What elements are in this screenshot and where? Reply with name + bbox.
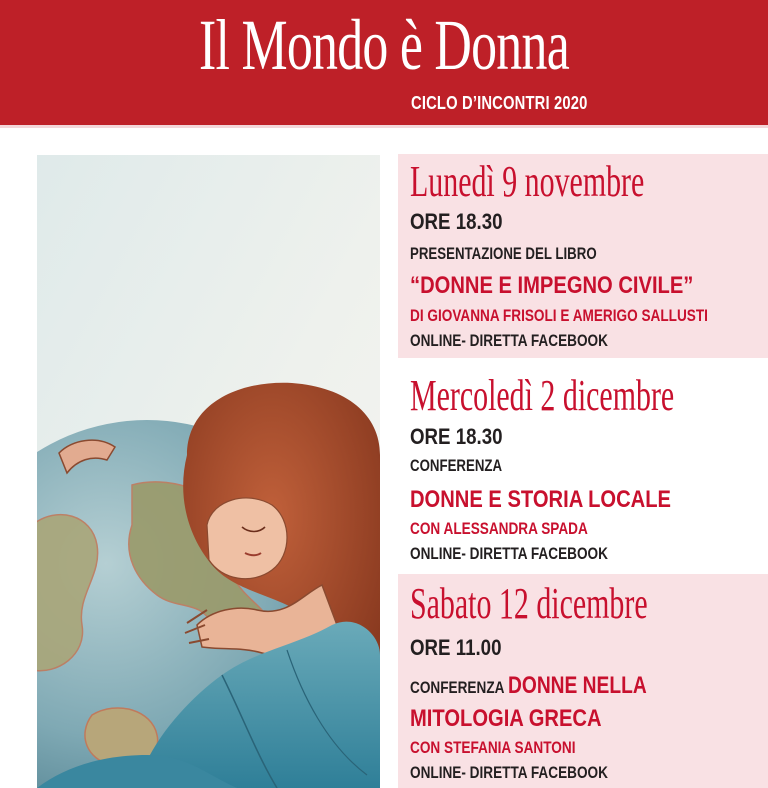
event-kind: PRESENTAZIONE DEL LIBRO	[410, 244, 597, 263]
event-kind-topic-row	[410, 672, 647, 700]
event-time: ORE 18.30	[410, 209, 503, 234]
event-time: ORE 18.30	[410, 424, 503, 449]
event-card-2	[398, 358, 768, 574]
header-banner	[0, 0, 768, 125]
event-kind: CONFERENZA	[410, 456, 503, 475]
event-card-1	[398, 154, 768, 358]
event-speaker: CON ALESSANDRA SPADA	[410, 519, 588, 538]
event-date: Lunedì 9 novembre	[410, 157, 645, 206]
event-venue: ONLINE- DIRETTA FACEBOOK	[410, 544, 608, 563]
event-topic-part1: DONNE NELLA	[508, 672, 647, 699]
event-topic-part2: MITOLOGIA GRECA	[410, 705, 602, 732]
header-divider	[0, 125, 768, 128]
illustration-image	[37, 155, 380, 788]
event-date: Sabato 12 dicembre	[410, 579, 648, 628]
event-time: ORE 11.00	[410, 635, 502, 660]
event-topic: DONNE E STORIA LOCALE	[410, 486, 671, 513]
event-date: Mercoledì 2 dicembre	[410, 371, 675, 420]
event-speaker: DI GIOVANNA FRISOLI E AMERIGO SALLUSTI	[410, 306, 708, 325]
event-speaker: CON STEFANIA SANTONI	[410, 738, 576, 757]
page-title: Il Mondo è Donna	[198, 5, 570, 85]
event-card-3	[398, 574, 768, 788]
woman-hugging-globe-illustration	[37, 155, 380, 788]
event-kind: CONFERENZA	[410, 678, 505, 697]
event-venue: ONLINE- DIRETTA FACEBOOK	[410, 763, 608, 782]
page-subtitle: CICLO D’INCONTRI 2020	[411, 93, 588, 113]
event-topic: “DONNE E IMPEGNO CIVILE”	[410, 272, 694, 299]
event-venue: ONLINE- DIRETTA FACEBOOK	[410, 331, 608, 350]
